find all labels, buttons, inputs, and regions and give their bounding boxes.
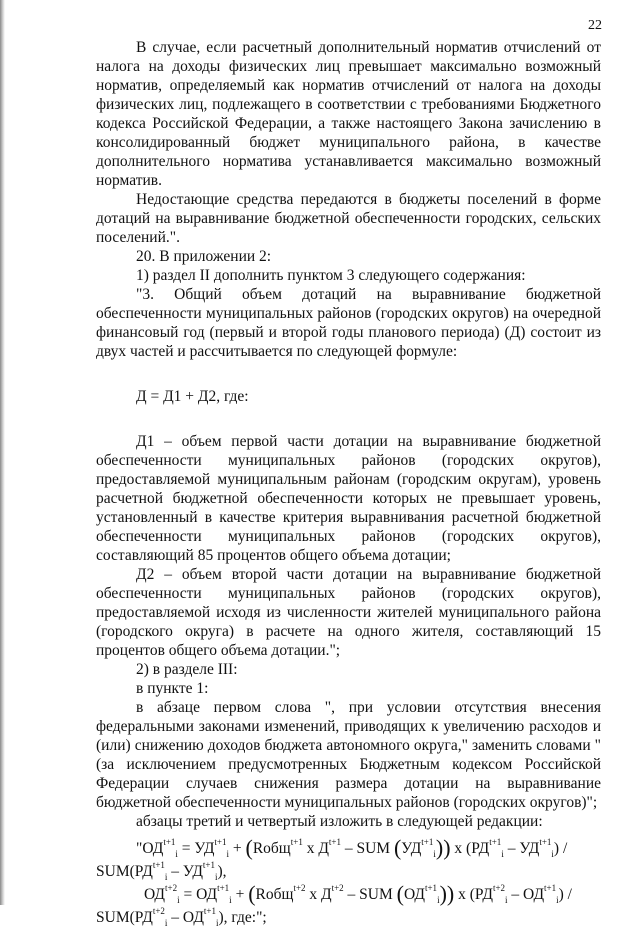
paragraph: Д2 – объем второй части дотации на выравнивание бюджетной обеспеченности муниципальных районов (городских округов), предоставляемой исходя из численности жителей муниципального района (городского округа) в расчете на одного жителя, составляющий 15 процентов общего объема дотации."; (96, 566, 601, 659)
page-number: 22 (588, 18, 602, 33)
scan-edge (0, 0, 5, 905)
paragraph: в пункте 1: (136, 680, 209, 697)
document-body (96, 38, 601, 929)
paragraph: "3. Общий объем дотаций на выравнивание бюджетной обеспеченности муниципальных районов (городских округов) на очередной финансовый год (первый и второй годы планового периода) (Д) состоит из двух частей и рассчитывается по следующей формуле: (96, 286, 601, 360)
formula-block (96, 837, 601, 929)
paragraph: 1) раздел II дополнить пунктом 3 следующего содержания: (136, 267, 526, 284)
formula-main: Д = Д1 + Д2, где: (136, 388, 249, 405)
formula-line-2: $SUM(РД^{t+1}_i - УД^{t+1}_i)$, (96, 860, 227, 882)
paragraph: абзацы третий и четвертый изложить в следующей редакции: (136, 813, 543, 830)
paragraph: 2) в разделе III: (136, 661, 238, 678)
paragraph: В случае, если расчетный дополнительный норматив отчислений от налога на доходы физических лиц превышает максимально возможный норматив, определяемый как норматив отчислений от налога на доходы физических лиц, подлежащего в соответствии с требованиями Бюджетного кодекса Российской Федерации, а также настоящего Закона зачислению в консолидированный бюджет муниципального района, в качестве дополнительного норматива устанавливается максимально возможный норматив. (96, 39, 601, 189)
paragraph: Недостающие средства передаются в бюджеты поселений в форме дотаций на выравнивание бюджетной обеспеченности городских, сельских поселений.". (96, 191, 601, 246)
paragraph: 20. В приложении 2: (136, 248, 272, 265)
formula-line-1: "$ОД^{t+1}_i = УД^{t+1}_i$ + (Rобщ$^{t+1}$ x $Д^{t+1}$ – SUM $(УД^{t+1}_i)$) x $(РД^{t+1}_i - УД^{t+1}_i)$ / (136, 835, 568, 860)
formula-line-4: $SUM(РД^{t+2}_i - ОД^{t+1}_i)$, где:"; (96, 906, 267, 928)
paragraph: в абзаце первом слова ", при условии отсутствия внесения федеральными законами изменений, приводящих к увеличению расходов и (или) снижению доходов бюджета автономного округа," заменить словами "(за исключением предусмотренных Бюджетным кодексом Российской Федерации случаев снижения размера дотации на выравнивание бюджетной обеспеченности муниципальных районов (городских округов)"; (96, 699, 601, 811)
formula-line-3: $ОД^{t+2}_i = ОД^{t+1}_i$ + (Rобщ$^{t+2}$ x $Д^{t+2}$ – SUM $(ОД^{t+1}_i)$) x $(РД^{t+2}_i - ОД^{t+1}_i)$ / (144, 881, 572, 906)
paragraph: Д1 – объем первой части дотации на выравнивание бюджетной обеспеченности муниципальных районов (городских округов), предоставляемой муниципальным районам (городским округам), уровень расчетной бюджетной обеспеченности которых не превышает уровень, установленный в качестве критерия выравнивания расчетной бюджетной обеспеченности муниципальных районов (городских округов), составляющий 85 процентов общего объема дотации; (96, 433, 601, 564)
